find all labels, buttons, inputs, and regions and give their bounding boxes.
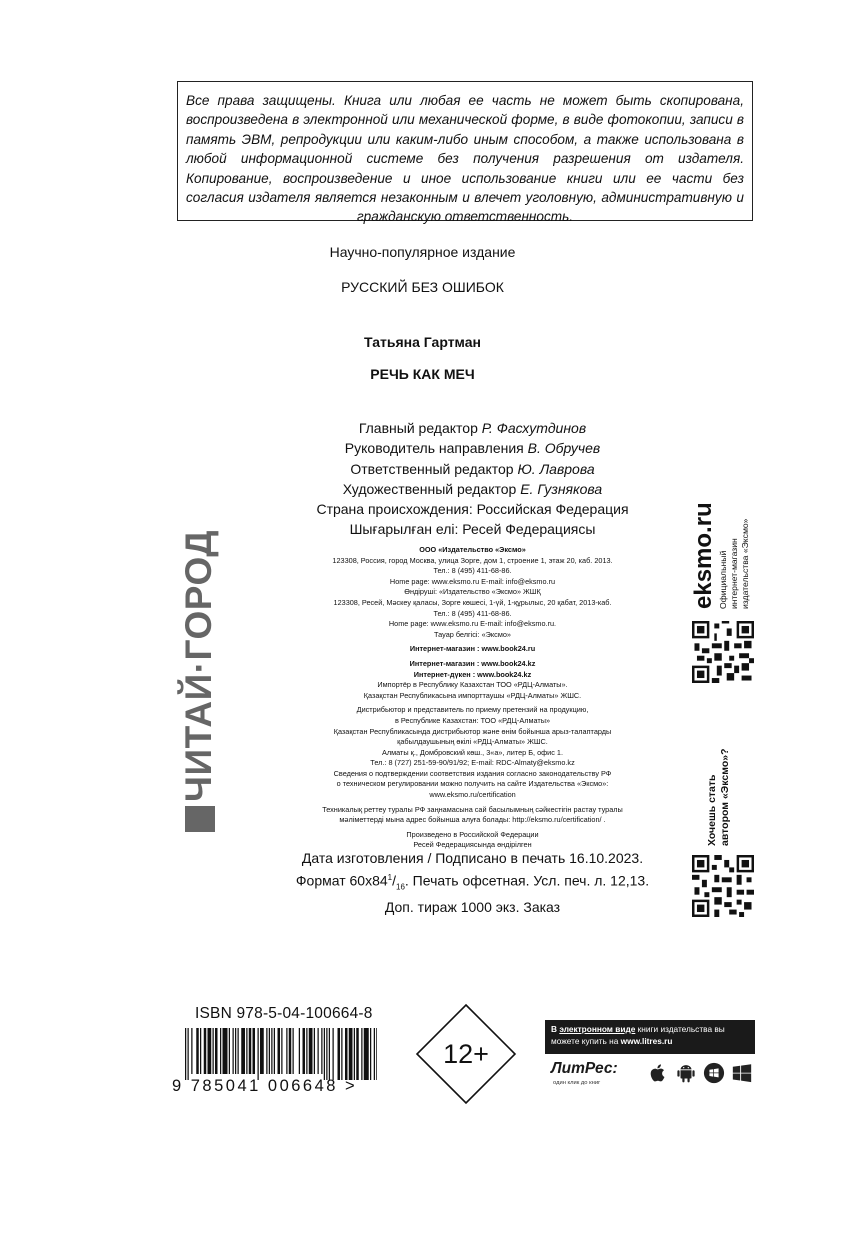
litres-banner[interactable] <box>545 1020 755 1100</box>
logo-mark-icon <box>185 806 215 832</box>
cert-line-1: Сведения о подтверждении соответствия издания согласно законодательству РФ <box>333 768 612 778</box>
imprint-block <box>275 545 670 851</box>
production-print-run: Доп. тираж 1000 экз. Заказ <box>384 899 561 916</box>
distributor-kz-2: қабылдаушының өкілі «РДЦ-Алматы» ЖШС. <box>397 737 548 747</box>
cert-line-3: www.eksmo.ru/certification <box>429 790 516 800</box>
distributor: Дистрибьютор и представитель по приему претензий на продукцию, <box>356 705 589 715</box>
chitai-gorod-logo: ЧИТАЙ·ГОРОД <box>178 530 220 832</box>
litres-message: В электронном виде книги издательства вы можете купить на www.litres.ru <box>545 1020 755 1054</box>
production-block <box>200 848 745 917</box>
eksmo-qr-code[interactable] <box>692 621 754 683</box>
distributor-kz: Қазақстан Республикасында дистрибьютор және өнім бойынша арыз-талаптарды <box>333 726 612 736</box>
kz-address: 123308, Ресей, Мәскеу қаласы, Зорге көшесі, 1-үй, 1-құрылыс, 20 қабат, 2013-каб. <box>333 597 612 607</box>
importer: Импортёр в Республику Казахстан ТОО «РДЦ-Алматы». <box>377 680 568 690</box>
credit-line: Главный редактор Р. Фасхутдинов <box>358 420 587 436</box>
barcode-digits: 9 785041 006648 > <box>172 1077 358 1095</box>
windows-icon[interactable] <box>731 1062 753 1084</box>
production-date: Дата изготовления / Подписано в печать 16.10.2023. <box>301 850 644 866</box>
production-format: Формат $60x84^1/_{16}$. Печать офсетная. Усл. печ. л. 12,13. <box>295 872 650 892</box>
publisher-address: 123308, Россия, город Москва, улица Зорге, дом 1, строение 1, этаж 20, каб. 2013. <box>332 555 613 565</box>
book-title: РЕЧЬ КАК МЕЧ <box>370 366 475 382</box>
age-rating-text: 12+ <box>443 1039 489 1069</box>
publisher-web: Home page: www.eksmo.ru E-mail: info@eksmo.ru <box>389 576 556 586</box>
almaty-phone: Тел.: 8 (727) 251-59-90/91/92; E-mail: RDC-Almaty@eksmo.kz <box>370 758 575 768</box>
kz-web: Home page: www.eksmo.ru E-mail: info@eksmo.ru. <box>388 619 557 629</box>
windows-phone-icon[interactable] <box>703 1062 725 1084</box>
publisher-phone: Тел.: 8 (495) 411-68-86. <box>433 566 512 576</box>
author-call[interactable]: Хочешь стать автором «Эксмо»? <box>706 748 731 846</box>
origin-kz: Шығарылған елі: Ресей Федерациясы <box>349 521 596 538</box>
credit-line: Ответственный редактор Ю. Лаврова <box>350 460 595 477</box>
author-qr-code[interactable] <box>692 855 754 917</box>
credit-line: Художественный редактор Е. Гузнякова <box>342 480 603 497</box>
isbn-label: ISBN 978-5-04-100664-8 <box>195 1005 373 1022</box>
kz-maker: Өндіруші: «Издательство «Эксмо» ЖШҚ <box>404 587 541 597</box>
importer-kz: Қазақстан Республикасына импорттаушы «РДЦ-Алматы» ЖШС. <box>363 690 582 700</box>
apple-icon[interactable] <box>647 1062 669 1084</box>
made-kz: Ресей Федерациясында өндірілген <box>413 840 532 850</box>
almaty-address: Алматы қ., Домбровский көш., 3«а», литер Б, офис 1. <box>381 747 563 757</box>
edition-type: Научно-популярное издание <box>329 244 516 260</box>
age-rating-badge <box>415 1003 517 1105</box>
cert-kz-2: мәліметтерді мына адрес бойынша алуға болады: http://eksmo.ru/certification/ . <box>339 815 606 825</box>
credit-line: Руководитель направления В. Обручев <box>344 440 601 457</box>
eksmo-caption: Официальный интернет-магазин издательства «Эксмо» <box>718 518 750 609</box>
shop-ru: Интернет-магазин : www.book24.ru <box>409 644 536 654</box>
barcode <box>185 1028 377 1080</box>
cert-kz-1: Техникалық реттеу туралы РФ заңнамасына сай басылымның сәйкестігін растау туралы <box>322 804 623 814</box>
copyright-box <box>177 81 753 225</box>
copyright-notice: Все права защищены. Книга или любая ее часть не может быть скопирована, воспроизведена в электронной или механической форме, в виде фотокопии, записи в память ЭВМ, репродукции или каким-либо иным способом, а также использована в любой информационной системе без получения разрешения от издателя. Копирование, воспроизведение и иное использование книги или ее части без согласия издателя является незаконным и влечет уголовную, административную и гражданскую ответственность. <box>186 93 744 225</box>
kz-phone: Тел.: 8 (495) 411-68-86. <box>433 608 512 618</box>
distributor-2: в Республике Казахстан: ТОО «РДЦ-Алматы» <box>394 715 551 725</box>
series-name: РУССКИЙ БЕЗ ОШИБОК <box>341 279 504 295</box>
shop-kz: Интернет-магазин : www.book24.kz <box>409 658 536 668</box>
made-ru: Произведено в Российской Федерации <box>406 829 539 839</box>
shop-kz2: Интернет-дүкен : www.book24.kz <box>413 669 532 679</box>
cert-line-2: о техническом регулировании можно получить на сайте Издательства «Эксмо»: <box>336 779 609 789</box>
litres-logo: ЛитРес: <box>551 1060 618 1077</box>
author-name: Татьяна Гартман <box>364 334 481 350</box>
origin-block <box>200 499 745 540</box>
litres-tagline: один клик до книг <box>553 1080 601 1086</box>
credits-block <box>200 418 745 499</box>
publisher-name: ООО «Издательство «Эксмо» <box>419 545 526 554</box>
kz-brand: Тауар белгісі: «Эксмо» <box>434 629 511 639</box>
eksmo-url: eksmo.ru <box>690 502 717 609</box>
android-icon[interactable] <box>675 1062 697 1084</box>
origin-ru: Страна происхождения: Российская Федерация <box>316 501 629 517</box>
